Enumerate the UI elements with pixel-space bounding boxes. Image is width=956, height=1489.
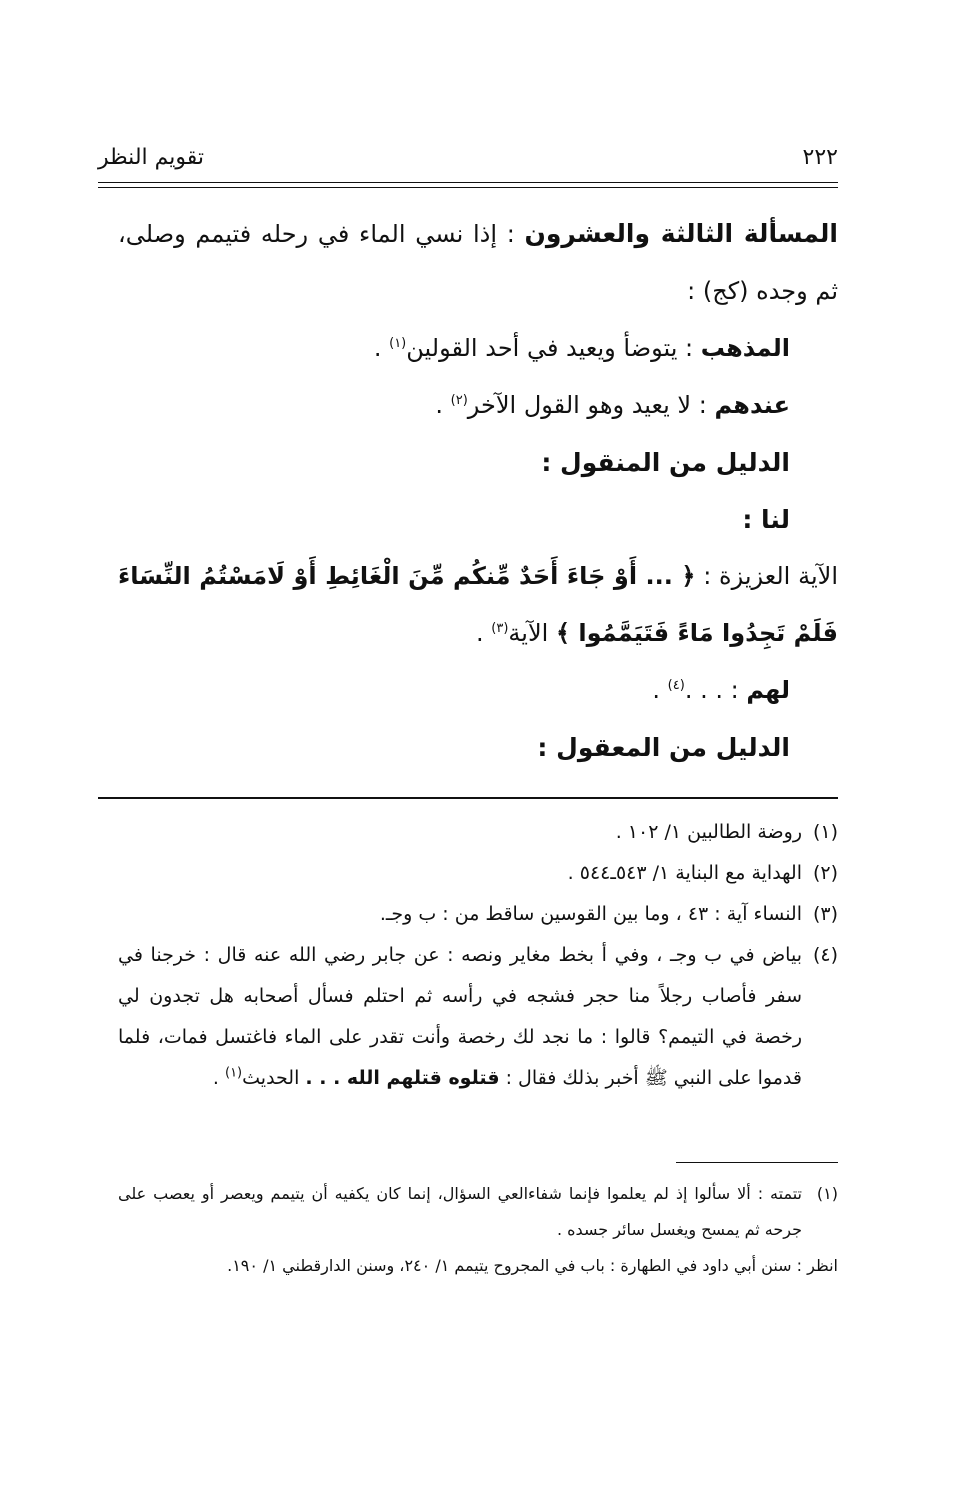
subnote-number: (١) (816, 1184, 838, 1203)
footnote-ref: (٤) (667, 678, 685, 693)
footnote-ref: (٢) (450, 393, 468, 408)
subnote-source: انظر : سنن أبي داود في الطهارة : باب في المجروح يتيمم ١/ ٢٤٠، وسنن الدارقطني ١/ ١٩٠. (227, 1256, 838, 1275)
footnote-item (118, 812, 838, 853)
footnote-text: النساء آية : ٤٣ ، وما بين القوسين ساقط من : ب وجـ. (379, 903, 802, 925)
issue-heading: المسألة الثالثة والعشرون (524, 219, 838, 248)
madhhab-label: المذهب (700, 334, 790, 362)
manqul-heading: الدليل من المنقول : (541, 448, 790, 477)
madhhab-line (118, 320, 838, 377)
footnote-item (118, 935, 838, 1099)
footnote-tail: الحديث (242, 1067, 306, 1089)
footnotes (118, 812, 838, 1099)
maqul-heading: الدليل من المعقول : (537, 733, 790, 762)
book-title: تقويم النظر (98, 145, 205, 170)
page-number: ٢٢٢ (802, 145, 838, 170)
ayah-after: الآية (508, 619, 556, 647)
footnote-rule (98, 797, 838, 799)
issue-paragraph (118, 205, 838, 320)
subnote-rule (676, 1162, 838, 1163)
footnote-item (118, 853, 838, 894)
running-header (98, 145, 838, 179)
quran-verse: ﴿ ... أَوْ جَاءَ أَحَدٌ مِّنكُم مِّنَ الْغَائِطِ أَوْ لَامَسْتُمُ النِّسَاءَ فَلَمْ تَجِدُوا مَاءً فَتَيَمَّمُوا ﴾ (118, 562, 838, 647)
footnote-number: (٢) (812, 862, 838, 884)
footnote-number: (٤) (812, 944, 838, 966)
footnote-body: بياض في ب وجـ ، وفي أ بخط مغاير ونصه : عن جابر رضي الله عنه قال : خرجنا في سفر فأصاب رجلاً منا حجر فشجه في رأسه ثم احتلم فسأل أصحابه هل تجدون لي رخصة في التيمم؟ قالوا : ما نجد لك رخصة وأنت تقدر على الماء فاغتسل فمات، فلما قدموا على النبي ﷺ أخبر بذلك فقال : (118, 944, 802, 1089)
footnote-text (118, 935, 802, 1099)
ayah-paragraph (118, 548, 838, 662)
footnote-text: روضة الطالبين ١/ ١٠٢ . (615, 821, 802, 843)
footnote-end: . (212, 1067, 225, 1089)
footnote-ref: (٣) (491, 621, 509, 636)
lahum-text: : . . . (684, 676, 739, 704)
indahum-line (118, 377, 838, 434)
madhhab-end: . (373, 334, 390, 362)
indahum-label: عندهم (714, 391, 790, 419)
footnote-number: (١) (812, 821, 838, 843)
issue-text: : إذا نسي الماء في رحله فتيمم وصلى، ثم وجده (كج) : (118, 220, 838, 305)
main-text (118, 205, 838, 776)
ayah-end: . (476, 619, 492, 647)
subnote-item (118, 1176, 838, 1248)
footnote-ref: (١) (389, 336, 407, 351)
lahum-line (118, 662, 838, 719)
indahum-text: : لا يعيد وهو القول الآخر (467, 391, 707, 419)
subnotes (118, 1176, 838, 1284)
indahum-end: . (435, 391, 451, 419)
footnote-text: الهداية مع البناية ١/ ٥٤٣ـ٥٤٤ . (567, 862, 802, 884)
ayah-intro: الآية العزيزة : (695, 562, 838, 590)
header-rule (98, 182, 838, 183)
lahum-end: . (652, 676, 668, 704)
footnote-ref: (١) (224, 1065, 243, 1081)
subnote-text: تتمته : ألا سألوا إذ لم يعلموا فإنما شفاءالعي السؤال، إنما كان يكفيه أن يتيمم ويعصر أو يعصب على جرحه ثم يمسح ويغسل سائر جسده . (118, 1184, 802, 1239)
footnote-number: (٣) (812, 903, 838, 925)
lahum-label: لهم (746, 676, 790, 704)
lana-heading: لنا : (742, 505, 790, 534)
footnote-item (118, 894, 838, 935)
hadith-quote: قتلوه قتلهم الله . . . (305, 1067, 500, 1089)
madhhab-text: : يتوضأ ويعيد في أحد القولين (406, 334, 694, 362)
header-rule-double (98, 187, 838, 188)
